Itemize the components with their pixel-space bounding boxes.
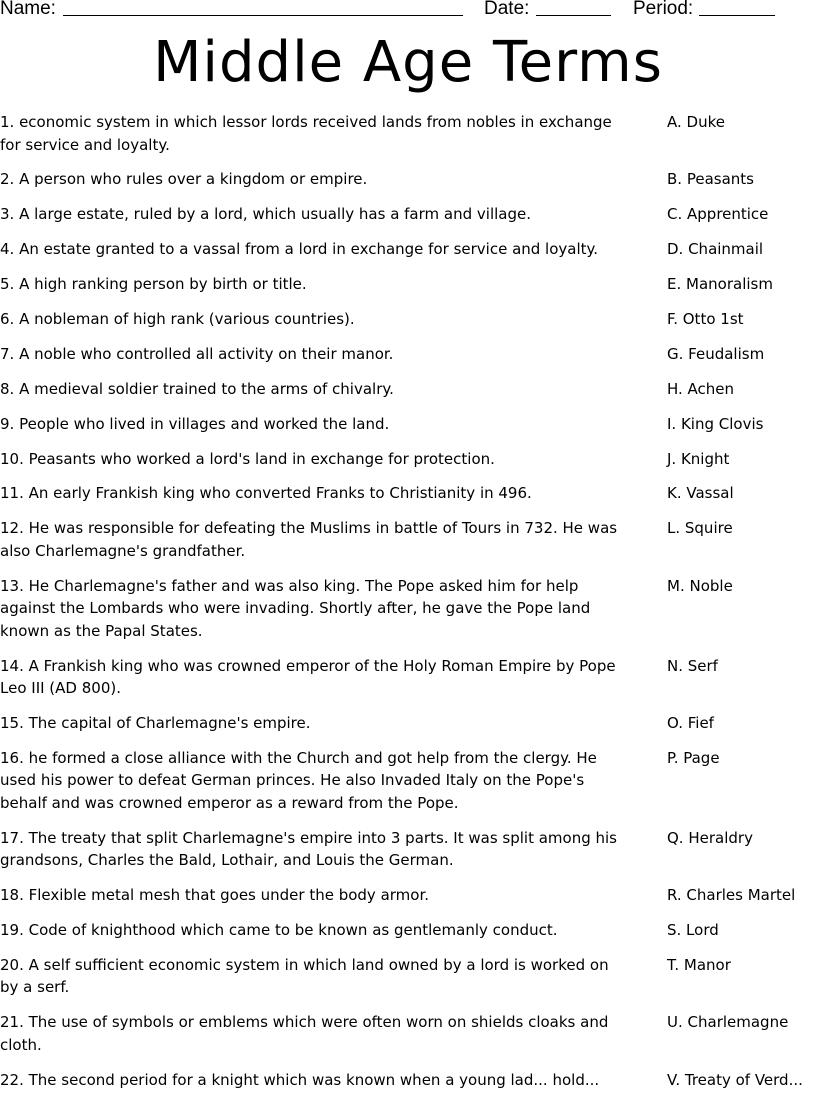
list-item bbox=[0, 747, 816, 815]
answer-option: E. Manoralism bbox=[667, 275, 773, 294]
header bbox=[0, 0, 816, 26]
answer-option: D. Chainmail bbox=[667, 240, 764, 259]
question-text: 21. The use of symbols or emblems which were often worn on shields cloaks and cloth. bbox=[0, 1013, 609, 1054]
question-text: 13. He Charlemagne's father and was also king. The Pope asked him for help against the Lombards who were invading. Shortly after, he gave the Pope land known as the Papal States. bbox=[0, 576, 591, 640]
question-text: 20. A self sufficient economic system in which land owned by a lord is worked on by a serf. bbox=[0, 955, 609, 997]
list-item bbox=[0, 343, 816, 366]
answer-option: A. Duke bbox=[667, 113, 725, 131]
answer-option: R. Charles Martel bbox=[667, 886, 796, 905]
answer-option: G. Feudalism bbox=[667, 344, 765, 363]
list-item bbox=[0, 238, 816, 261]
question-text: 7. A noble who controlled all activity on their manor. bbox=[0, 344, 394, 363]
question-text: 19. Code of knighthood which came to be known as gentlemanly conduct. bbox=[0, 921, 558, 940]
list-item bbox=[0, 413, 816, 436]
list-item bbox=[0, 482, 816, 505]
list-item bbox=[0, 308, 816, 331]
question-text: 9. People who lived in villages and worked the land. bbox=[0, 414, 390, 433]
question-text: 16. he formed a close alliance with the Church and got help from the clergy. He used his power to defeat German princes. He also Invaded Italy on the Pope's behalf and was crowned emperor as a reward from the Pope. bbox=[0, 748, 597, 812]
question-text: 8. A medieval soldier trained to the arms of chivalry. bbox=[0, 379, 394, 398]
list-item bbox=[0, 378, 816, 401]
question-text: 12. He was responsible for defeating the Muslims in battle of Tours in 732. He was also Charlemagne's grandfather. bbox=[0, 519, 618, 560]
answer-option: O. Fief bbox=[667, 713, 714, 732]
answer-option: K. Vassal bbox=[667, 484, 734, 503]
list-item bbox=[0, 655, 816, 700]
question-text: 18. Flexible metal mesh that goes under the body armor. bbox=[0, 886, 430, 905]
question-text: 1. economic system in which lessor lords received lands from nobles in exchange for service and loyalty. bbox=[0, 113, 612, 154]
date-field[interactable] bbox=[536, 0, 611, 16]
answer-option: M. Noble bbox=[667, 576, 733, 595]
answer-option: J. Knight bbox=[667, 449, 730, 468]
question-text: 14. A Frankish king who was crowned emperor of the Holy Roman Empire by Pope Leo III (AD 800). bbox=[0, 656, 616, 698]
list-item bbox=[0, 1069, 816, 1092]
list-item bbox=[0, 273, 816, 296]
question-text: 10. Peasants who worked a lord's land in exchange for protection. bbox=[0, 449, 495, 468]
question-text: 11. An early Frankish king who converted Franks to Christianity in 496. bbox=[0, 484, 532, 503]
question-text: 6. A nobleman of high rank (various countries). bbox=[0, 309, 355, 328]
answer-option: C. Apprentice bbox=[667, 205, 769, 224]
answer-option: V. Treaty of Verd... bbox=[667, 1070, 803, 1089]
answer-option: Q. Heraldry bbox=[667, 828, 753, 847]
page-title: Middle Age Terms bbox=[153, 30, 663, 95]
answer-option: N. Serf bbox=[667, 656, 718, 675]
list-item bbox=[0, 168, 816, 191]
list-item bbox=[0, 517, 816, 562]
list-item bbox=[0, 884, 816, 907]
answer-option: P. Page bbox=[667, 748, 720, 767]
name-field[interactable] bbox=[63, 0, 463, 16]
answer-option: S. Lord bbox=[667, 921, 719, 940]
answer-option: L. Squire bbox=[667, 519, 733, 538]
name-label: Name: bbox=[0, 0, 56, 19]
answer-option: I. King Clovis bbox=[667, 414, 764, 433]
answer-option: T. Manor bbox=[667, 955, 731, 974]
answer-option: F. Otto 1st bbox=[667, 309, 744, 328]
answer-option: B. Peasants bbox=[667, 170, 754, 189]
list-item bbox=[0, 712, 816, 735]
list-item bbox=[0, 1011, 816, 1056]
date-label: Date: bbox=[484, 0, 530, 19]
question-text: 22. The second period for a knight which was known when a young lad... hold... bbox=[0, 1070, 600, 1089]
question-text: 4. An estate granted to a vassal from a lord in exchange for service and loyalty. bbox=[0, 240, 599, 259]
question-text: 5. A high ranking person by birth or title. bbox=[0, 275, 307, 294]
list-item bbox=[0, 919, 816, 942]
period-field[interactable] bbox=[699, 0, 775, 16]
question-text: 3. A large estate, ruled by a lord, which usually has a farm and village. bbox=[0, 205, 531, 224]
list-item bbox=[0, 827, 816, 872]
answer-option: H. Achen bbox=[667, 379, 735, 398]
period-label: Period: bbox=[633, 0, 694, 19]
question-text: 15. The capital of Charlemagne's empire. bbox=[0, 713, 311, 732]
question-text: 17. The treaty that split Charlemagne's empire into 3 parts. It was split among his grandsons, Charles the Bald, Lothair, and Louis the German. bbox=[0, 828, 617, 870]
answer-option: U. Charlemagne bbox=[667, 1013, 789, 1032]
matching-list bbox=[0, 111, 816, 1104]
list-item bbox=[0, 575, 816, 643]
list-item bbox=[0, 203, 816, 226]
list-item bbox=[0, 954, 816, 999]
question-text: 2. A person who rules over a kingdom or empire. bbox=[0, 170, 368, 189]
list-item bbox=[0, 448, 816, 471]
list-item bbox=[0, 111, 816, 156]
